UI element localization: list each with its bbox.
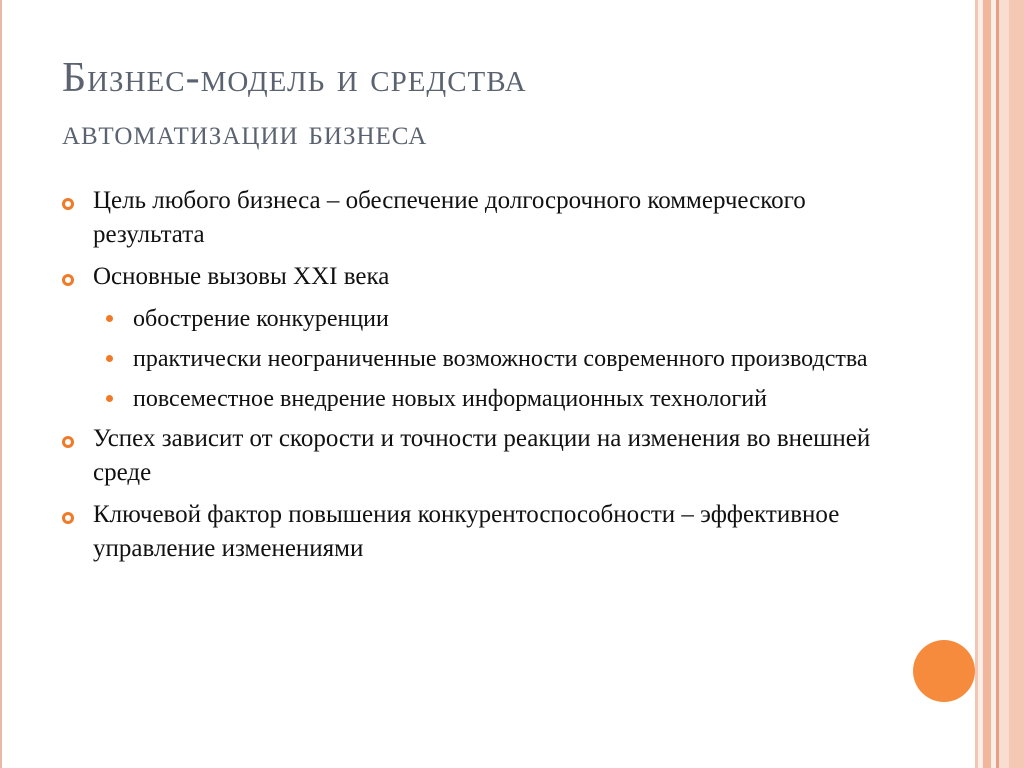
title-line-1: Бизнес-модель и средства [62,55,527,101]
bullet-item [60,422,890,490]
decorative-orange-circle [913,640,975,702]
sub-bullet-item [60,382,890,416]
bullet-item [60,498,890,566]
sub-bullet-text: обострение конкуренции [133,306,389,332]
dot-bullet-icon [106,315,113,322]
bullet-text: Ключевой фактор повышения конкурентоспособности – эффективное управление изменениями [93,501,840,562]
ring-bullet-icon [62,274,74,286]
bullet-list [60,184,890,574]
sub-bullet-text: повсеместное внедрение новых информационных технологий [133,386,767,412]
sub-bullet-item [60,302,890,336]
bullet-text: Успех зависит от скорости и точности реакции на изменения во внешней среде [93,425,871,486]
ring-bullet-icon [62,198,74,210]
ring-bullet-icon [62,512,74,524]
bullet-text: Цель любого бизнеса – обеспечение долгосрочного коммерческого результата [93,187,806,248]
right-stripe-6 [999,0,1009,768]
left-border-line [0,0,2,768]
bullet-item [60,260,890,294]
sub-bullet-text: практически неограниченные возможности современного производства [133,346,868,372]
slide-title [62,52,922,152]
sub-bullet-item [60,342,890,376]
dot-bullet-icon [106,355,113,362]
right-stripe-7 [1009,0,1024,768]
title-line-2: автоматизации бизнеса [62,112,428,152]
ring-bullet-icon [62,436,74,448]
right-stripe-3 [983,0,991,768]
bullet-text: Основные вызовы XXI века [93,263,390,290]
bullet-item [60,184,890,252]
dot-bullet-icon [106,395,113,402]
